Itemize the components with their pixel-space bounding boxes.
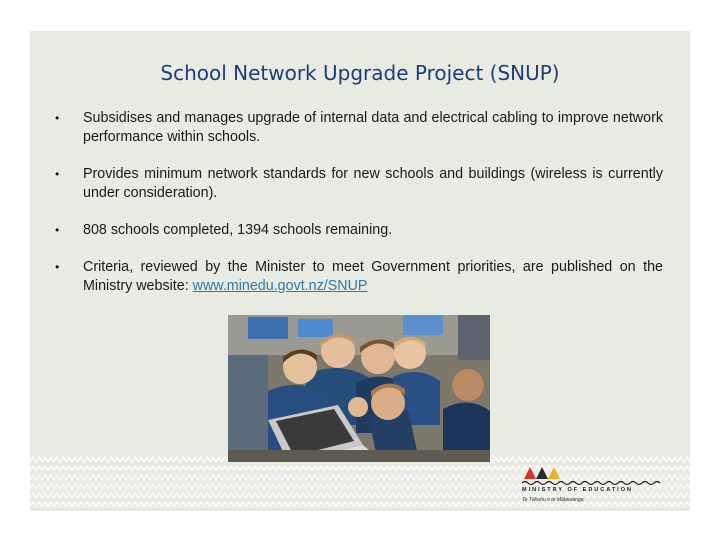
bullet-item: [55, 258, 663, 296]
logo-triangles-icon: [524, 467, 564, 479]
bullet-list: [55, 109, 663, 314]
bullet-text: Criteria, reviewed by the Minister to meet Government priorities, are published on the Ministry website:: [83, 259, 663, 294]
bullet-dot: •: [55, 111, 60, 125]
bullet-text: Subsidises and manages upgrade of internal data and electrical cabling to improve network performance within schools.: [83, 110, 663, 145]
bullet-dot: •: [55, 260, 60, 274]
bullet-item: [55, 109, 663, 147]
logo-maori-name: Te Tāhuhu o te Mātauranga: [522, 497, 584, 503]
ministry-logo: [522, 467, 662, 507]
slide: [30, 31, 690, 511]
bullet-dot: •: [55, 223, 60, 237]
logo-ministry-name: MINISTRY OF EDUCATION: [522, 487, 633, 493]
slide-title: School Network Upgrade Project (SNUP): [160, 61, 560, 85]
bullet-text: 808 schools completed, 1394 schools remaining.: [83, 222, 393, 238]
bullet-item: [55, 165, 663, 203]
bullet-dot: •: [55, 167, 60, 181]
students-with-laptop-photo: [228, 315, 490, 462]
bullet-text: Provides minimum network standards for new schools and buildings (wireless is currently under consideration).: [83, 166, 663, 201]
ministry-website-link[interactable]: www.minedu.govt.nz/SNUP: [192, 278, 368, 294]
logo-wave-line-icon: [522, 480, 662, 486]
bullet-item: [55, 221, 663, 240]
